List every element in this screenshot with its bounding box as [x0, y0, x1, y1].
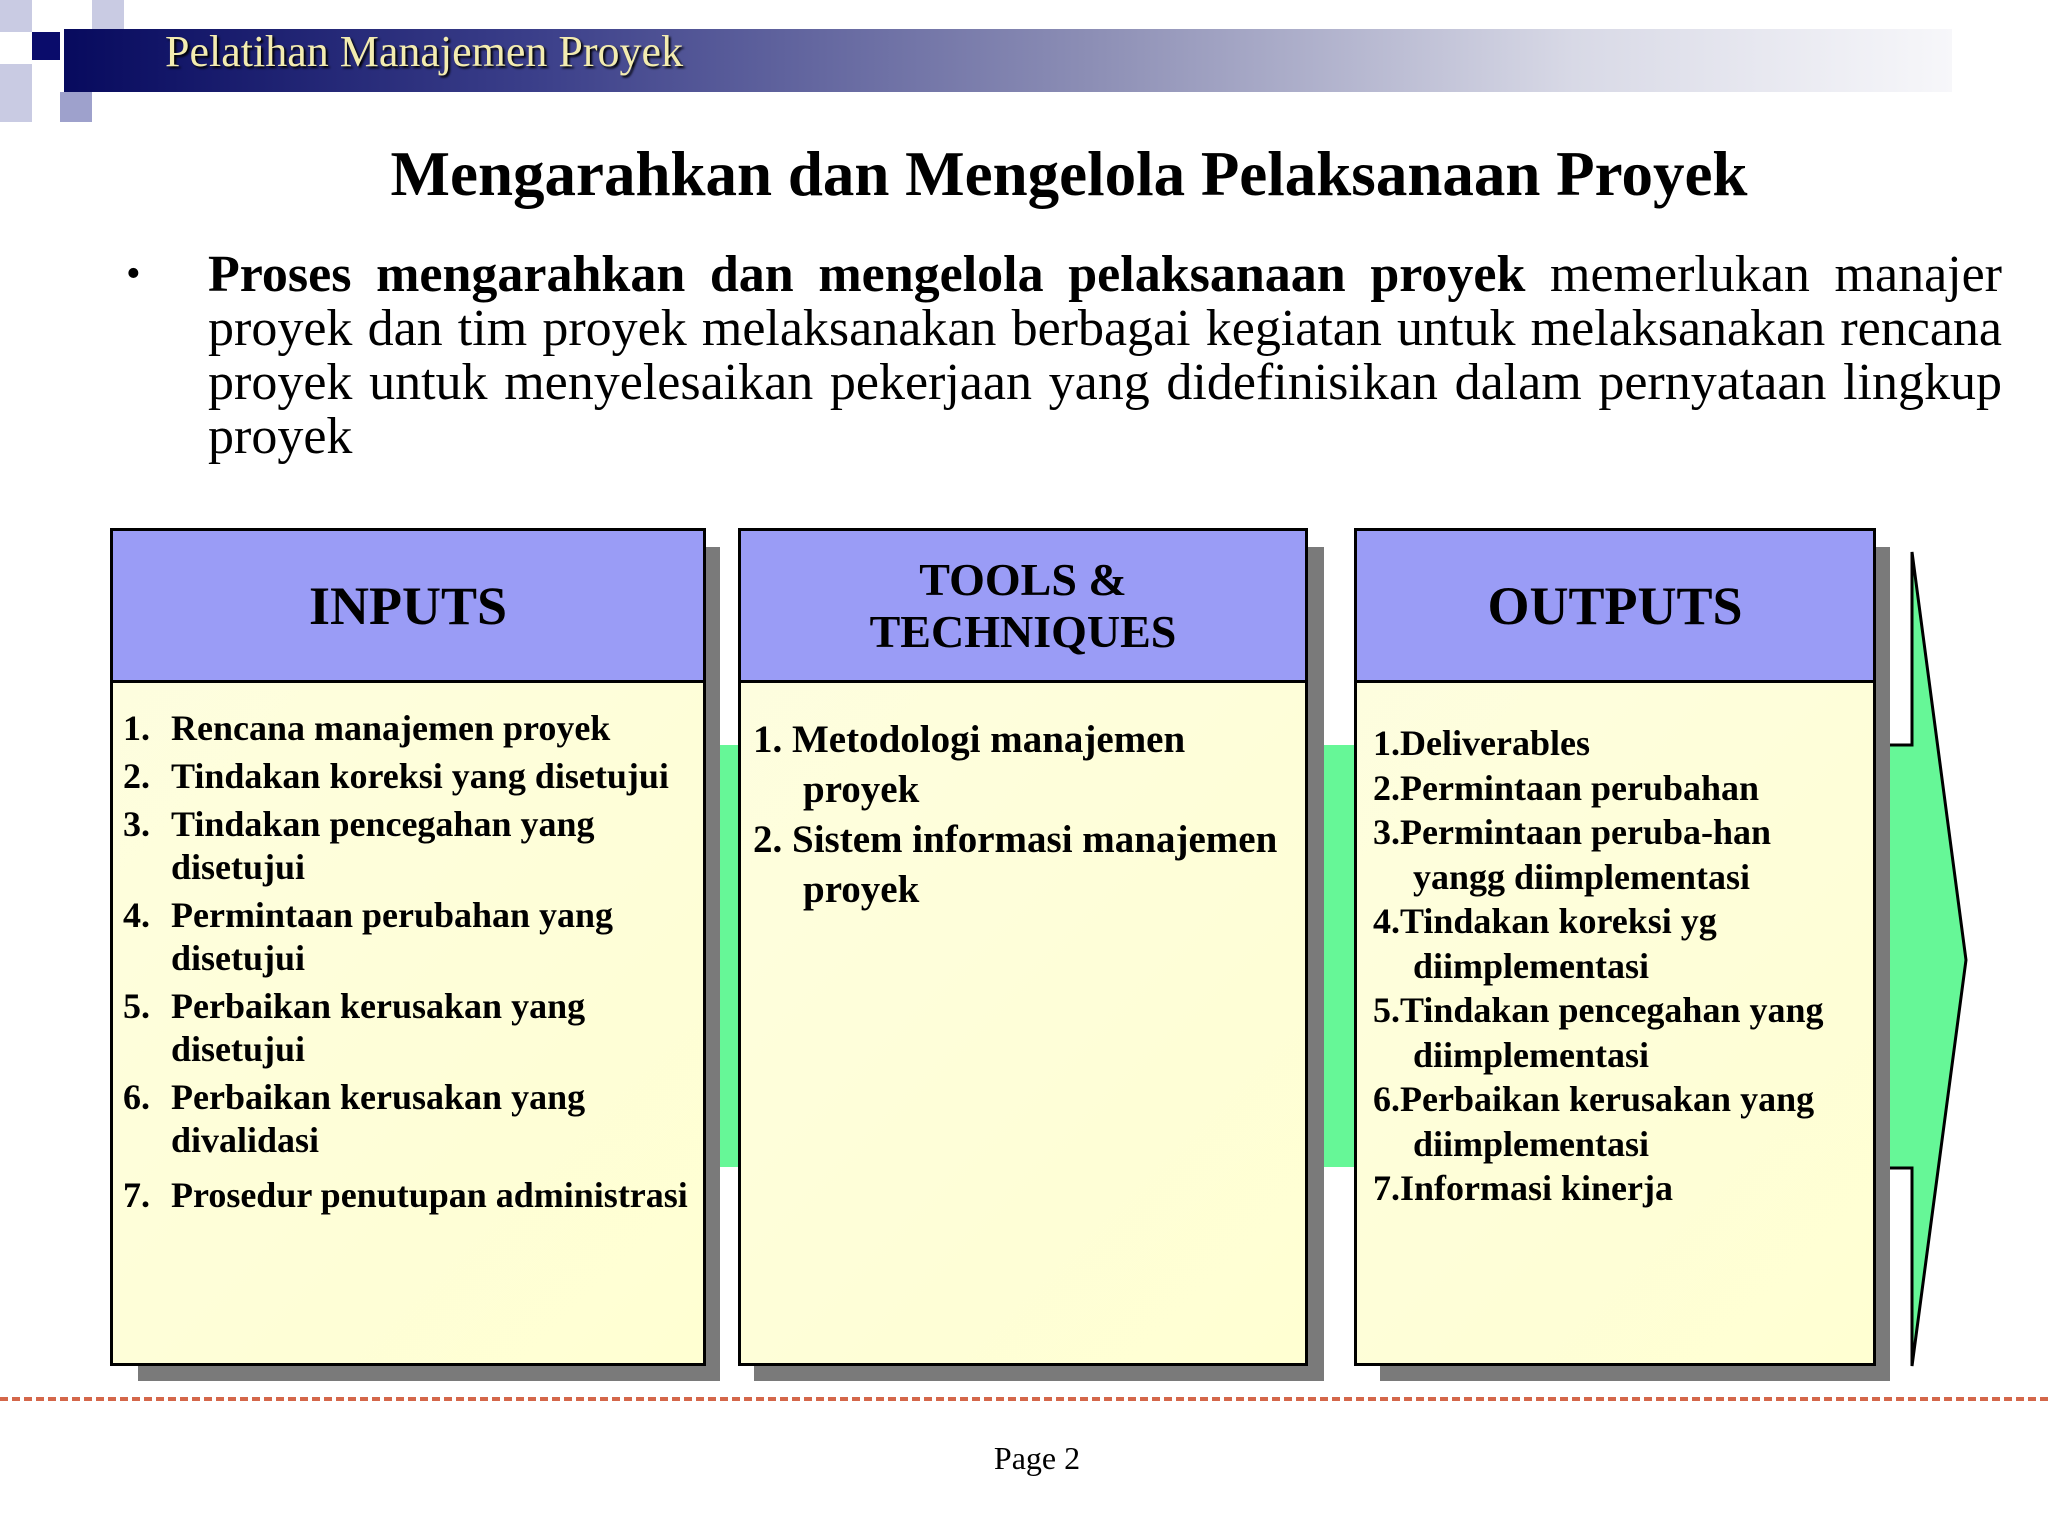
- list-item: 5. Perbaikan kerusakan yang disetujui: [123, 986, 586, 1069]
- tools-list: [753, 715, 1293, 915]
- list-item: 2. Tindakan koreksi yang disetujui: [123, 756, 669, 796]
- header-title: Pelatihan Manajemen Proyek: [165, 27, 684, 76]
- list-item: 3.Permintaan peruba-han yangg diimplementasi: [1373, 812, 1772, 897]
- inputs-box: [110, 528, 706, 1366]
- list-item: 7. Prosedur penutupan administrasi: [123, 1175, 688, 1215]
- tools-heading-line2: TECHNIQUES: [869, 605, 1177, 657]
- inputs-heading: INPUTS: [113, 531, 703, 683]
- list-item: 6.Perbaikan kerusakan yang diimplementasi: [1373, 1079, 1815, 1164]
- list-item: 1. Metodologi manajemen proyek: [753, 718, 1186, 811]
- list-item: 7.Informasi kinerja: [1373, 1168, 1673, 1208]
- outputs-heading: OUTPUTS: [1357, 531, 1873, 683]
- page-number: Page 2: [993, 1440, 1081, 1476]
- list-item: 4. Permintaan perubahan yang disetujui: [123, 895, 614, 978]
- list-item: 4.Tindakan koreksi yg diimplementasi: [1373, 901, 1717, 986]
- list-item: 3. Tindakan pencegahan yang disetujui: [123, 804, 595, 887]
- tools-heading-line1: TOOLS &: [919, 553, 1127, 605]
- inputs-list: [123, 707, 703, 1222]
- outputs-list: [1373, 721, 1853, 1211]
- slide-title: Mengarahkan dan Mengelola Pelaksanaan Proyek: [390, 139, 1748, 209]
- list-item: 6. Perbaikan kerusakan yang divalidasi: [123, 1077, 586, 1160]
- tools-heading: [741, 531, 1305, 683]
- footer-dashed-divider: [0, 1397, 2048, 1401]
- bullet-icon: •: [126, 251, 141, 297]
- bullet-rest: memerlukan manajer proyek dan tim proyek melaksanakan berbagai kegiatan untuk melaksanakan rencana proyek untuk menyelesaikan pekerjaan yang didefinisikan dalam pernyataan lingkup proyek: [208, 246, 2002, 465]
- list-item: 2. Sistem informasi manajemen proyek: [753, 818, 1278, 911]
- outputs-box: [1354, 528, 1876, 1366]
- list-item: 2.Permintaan perubahan: [1373, 767, 1760, 808]
- arrow-connector-2: [1318, 745, 1358, 1167]
- bullet-bold: Proses mengarahkan dan mengelola pelaksanaan proyek: [208, 246, 1526, 303]
- list-item: 5.Tindakan pencegahan yang diimplementasi: [1373, 990, 1824, 1075]
- tools-box: [738, 528, 1308, 1366]
- list-item: 1. Rencana manajemen proyek: [123, 708, 611, 748]
- list-item: 1.Deliverables: [1373, 723, 1590, 763]
